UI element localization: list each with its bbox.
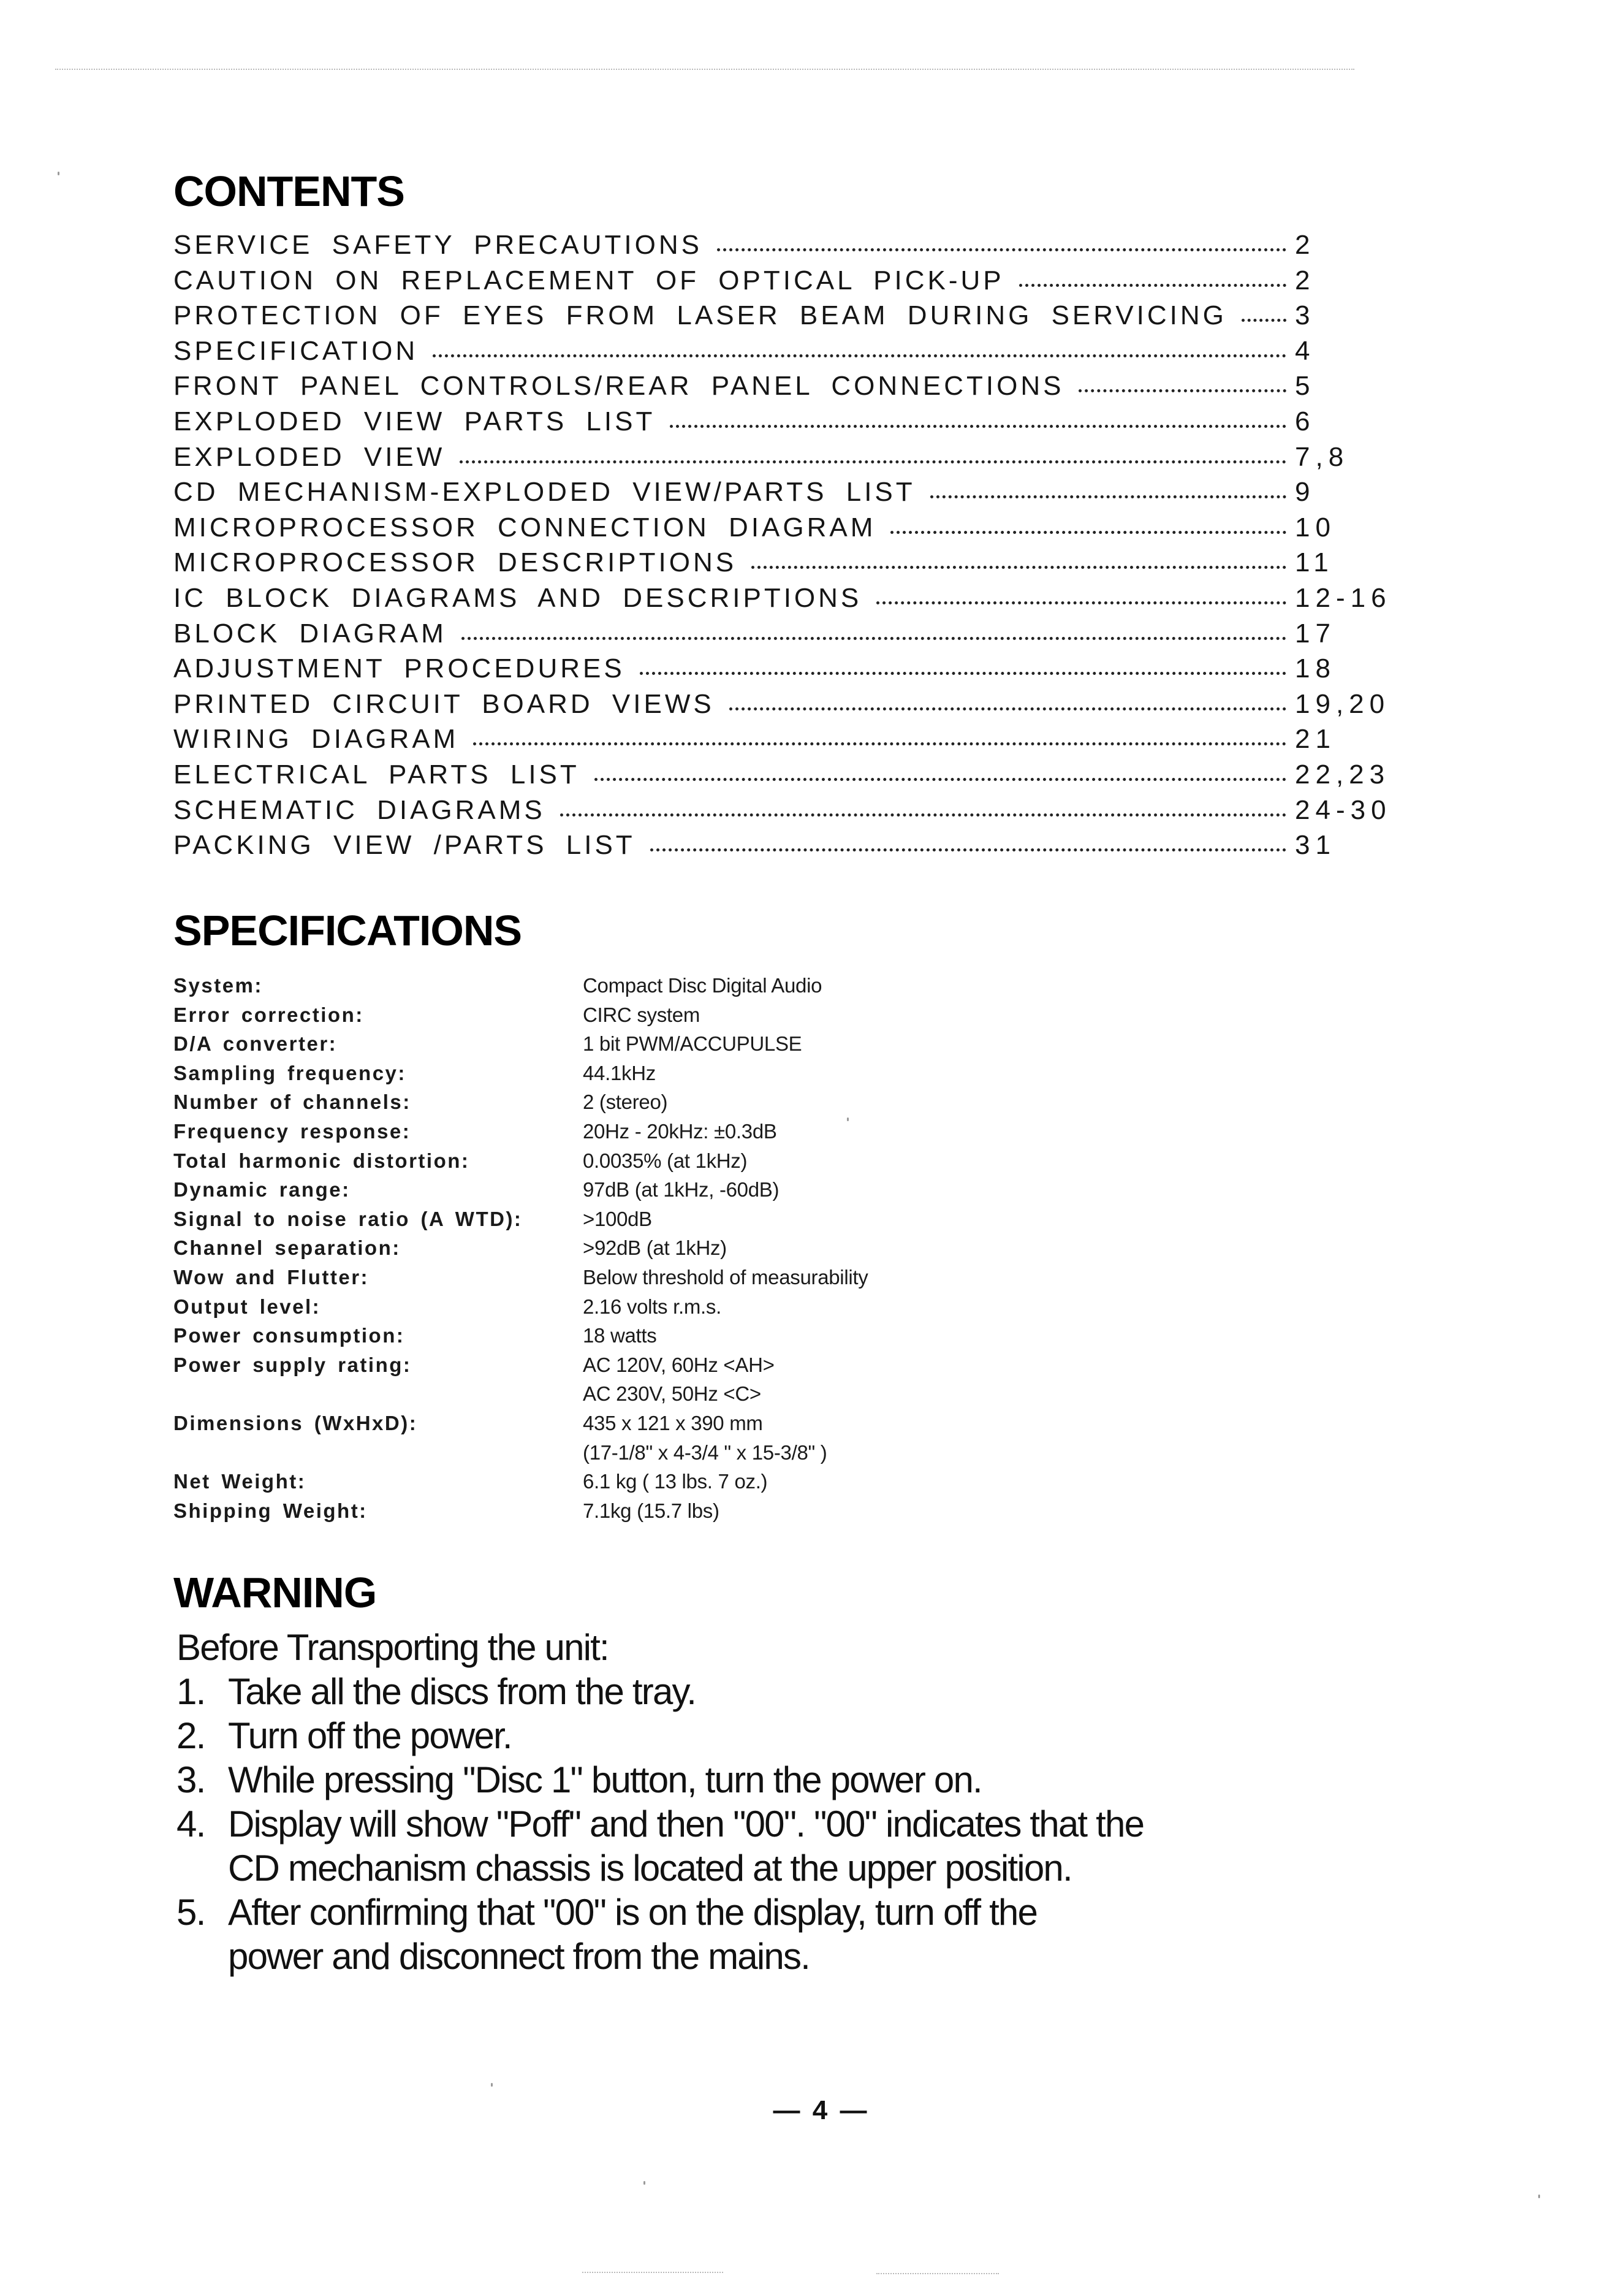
- contents-item: [173, 653, 1393, 689]
- spec-row: [173, 1117, 970, 1146]
- contents-item-page: 11: [1295, 547, 1334, 578]
- specifications-table: [173, 971, 970, 1525]
- spec-value: AC 230V, 50Hz <C>: [583, 1382, 761, 1406]
- spec-row: [173, 1467, 970, 1496]
- spec-row: [173, 1292, 970, 1322]
- contents-list: [173, 230, 1393, 866]
- contents-item-title: MICROPROCESSOR DESCRIPTIONS: [173, 547, 737, 578]
- scan-speck: [491, 2083, 493, 2087]
- spec-row: [173, 1409, 970, 1467]
- contents-item-title: SERVICE SAFETY PRECAUTIONS: [173, 230, 702, 260]
- spec-row: [173, 1146, 970, 1176]
- spec-value: Compact Disc Digital Audio: [583, 974, 822, 997]
- page-number: — 4 —: [773, 2095, 870, 2125]
- spec-label: Signal to noise ratio (A WTD):: [173, 1207, 523, 1230]
- contents-item-page: 21: [1295, 724, 1336, 755]
- spec-value: CIRC system: [583, 1003, 700, 1026]
- spec-label: Error correction:: [173, 1003, 364, 1026]
- contents-item-title: EXPLODED VIEW: [173, 441, 446, 472]
- leader-dots: [594, 773, 1286, 781]
- scan-artifact-bottom-line-right: [876, 2273, 999, 2274]
- contents-item: [173, 619, 1393, 654]
- contents-item-title: PROTECTION OF EYES FROM LASER BEAM DURING SERVICING: [173, 300, 1227, 331]
- contents-item-title: ELECTRICAL PARTS LIST: [173, 759, 580, 790]
- leader-dots: [930, 490, 1286, 498]
- contents-item-page: 18: [1295, 653, 1336, 684]
- spec-row: [173, 1205, 970, 1234]
- contents-item-title: CD MECHANISM-EXPLODED VIEW/PARTS LIST: [173, 477, 916, 508]
- step-text: Display will show "Poff" and then "00". "00" indicates that the: [228, 1803, 1144, 1845]
- contents-item: [173, 406, 1393, 442]
- spec-value: 7.1kg (15.7 lbs): [583, 1499, 719, 1522]
- contents-item: [173, 371, 1393, 406]
- contents-item-title: EXPLODED VIEW PARTS LIST: [173, 406, 656, 436]
- contents-item-page: 19,20: [1295, 688, 1391, 719]
- contents-heading: CONTENTS: [173, 167, 404, 215]
- spec-label: Frequency response:: [173, 1119, 411, 1143]
- contents-item: [173, 442, 1393, 478]
- contents-item: [173, 336, 1393, 371]
- spec-row: [173, 1321, 970, 1350]
- contents-item: [173, 795, 1393, 831]
- leader-dots: [473, 737, 1286, 745]
- leader-dots: [751, 561, 1286, 569]
- contents-item-page: 9: [1295, 477, 1316, 508]
- warning-step: [176, 1758, 1402, 1802]
- contents-item-page: 17: [1295, 618, 1336, 649]
- contents-item-page: 7,8: [1295, 441, 1349, 472]
- step-number: 3.: [176, 1759, 205, 1800]
- leader-dots: [460, 455, 1286, 463]
- contents-item: [173, 830, 1393, 866]
- leader-dots: [670, 420, 1286, 428]
- contents-item-page: 31: [1295, 830, 1336, 861]
- warning-step: [176, 1670, 1402, 1714]
- spec-value: 2.16 volts r.m.s.: [583, 1295, 721, 1318]
- contents-item: [173, 230, 1393, 265]
- spec-value: 20Hz - 20kHz: ±0.3dB: [583, 1119, 777, 1143]
- spec-value: 44.1kHz: [583, 1061, 656, 1084]
- spec-value: >100dB: [583, 1207, 652, 1230]
- contents-item-page: 2: [1295, 230, 1316, 260]
- spec-label: Number of channels:: [173, 1091, 411, 1114]
- spec-label: Output level:: [173, 1295, 321, 1318]
- contents-item-page: 2: [1295, 265, 1316, 295]
- contents-item-title: PRINTED CIRCUIT BOARD VIEWS: [173, 688, 715, 719]
- contents-item: [173, 547, 1393, 583]
- warning-intro: Before Transporting the unit:: [176, 1627, 609, 1668]
- step-number: 4.: [176, 1803, 205, 1845]
- contents-item-title: FRONT PANEL CONTROLS/REAR PANEL CONNECTIONS: [173, 371, 1064, 402]
- scan-artifact-bottom-line: [582, 2272, 723, 2273]
- contents-item-page: 24-30: [1295, 794, 1392, 825]
- contents-item: [173, 724, 1393, 760]
- contents-item-page: 6: [1295, 406, 1316, 436]
- step-text: While pressing "Disc 1" button, turn the power on.: [228, 1759, 982, 1800]
- contents-item-title: SCHEMATIC DIAGRAMS: [173, 794, 545, 825]
- spec-row: [173, 1233, 970, 1263]
- warning-step: [176, 1714, 1402, 1758]
- contents-item-page: 5: [1295, 371, 1316, 402]
- spec-label: Power consumption:: [173, 1324, 405, 1347]
- spec-value: 6.1 kg ( 13 lbs. 7 oz.): [583, 1470, 768, 1493]
- scan-speck: [643, 2181, 645, 2185]
- spec-value: 1 bit PWM/ACCUPULSE: [583, 1032, 802, 1056]
- step-text: Turn off the power.: [228, 1715, 512, 1756]
- leader-dots: [461, 632, 1286, 640]
- contents-item-title: IC BLOCK DIAGRAMS AND DESCRIPTIONS: [173, 582, 862, 613]
- leader-dots: [717, 243, 1286, 251]
- contents-item-title: BLOCK DIAGRAM: [173, 618, 447, 649]
- step-text: After confirming that "00" is on the display, turn off the: [228, 1892, 1038, 1933]
- scan-speck: [58, 172, 59, 175]
- step-text: CD mechanism chassis is located at the upper position.: [228, 1848, 1072, 1889]
- spec-value: 0.0035% (at 1kHz): [583, 1149, 748, 1172]
- warning-step: [176, 1802, 1402, 1890]
- contents-item: [173, 477, 1393, 512]
- spec-row: [173, 971, 970, 1000]
- step-number: 1.: [176, 1671, 205, 1712]
- spec-row: [173, 1029, 970, 1059]
- spec-value: >92dB (at 1kHz): [583, 1236, 727, 1260]
- step-number: 5.: [176, 1892, 205, 1933]
- contents-item-page: 10: [1295, 512, 1336, 543]
- warning-steps: [176, 1670, 1402, 1979]
- contents-item: [173, 300, 1393, 336]
- spec-label: Wow and Flutter:: [173, 1265, 370, 1289]
- leader-dots: [1242, 314, 1286, 322]
- leader-dots: [433, 349, 1286, 357]
- spec-label: Dimensions (WxHxD):: [173, 1411, 418, 1434]
- contents-item-title: PACKING VIEW /PARTS LIST: [173, 830, 636, 861]
- specifications-heading: SPECIFICATIONS: [173, 907, 522, 954]
- leader-dots: [650, 843, 1286, 851]
- contents-item: [173, 512, 1393, 548]
- warning-step: [176, 1890, 1402, 1979]
- spec-value: Below threshold of measurability: [583, 1265, 868, 1289]
- spec-label: Dynamic range:: [173, 1178, 351, 1201]
- leader-dots: [1079, 384, 1286, 392]
- spec-row: [173, 1175, 970, 1205]
- contents-item-page: 12-16: [1295, 582, 1392, 613]
- leader-dots: [890, 526, 1286, 534]
- spec-label: Sampling frequency:: [173, 1061, 406, 1084]
- leader-dots: [1019, 279, 1286, 287]
- spec-value: (17-1/8" x 4-3/4 " x 15-3/8" ): [583, 1441, 827, 1464]
- spec-label: Power supply rating:: [173, 1353, 412, 1376]
- spec-label: Channel separation:: [173, 1236, 401, 1260]
- contents-item-title: WIRING DIAGRAM: [173, 724, 459, 755]
- contents-item-page: 4: [1295, 335, 1316, 366]
- contents-item-title: ADJUSTMENT PROCEDURES: [173, 653, 625, 684]
- warning-body: [176, 1626, 1402, 1979]
- spec-row: [173, 1496, 970, 1526]
- contents-item: [173, 760, 1393, 795]
- contents-item-title: MICROPROCESSOR CONNECTION DIAGRAM: [173, 512, 876, 543]
- warning-heading: WARNING: [173, 1569, 377, 1616]
- leader-dots: [729, 702, 1286, 710]
- leader-dots: [876, 596, 1286, 604]
- spec-label: System:: [173, 974, 263, 997]
- leader-dots: [640, 667, 1286, 675]
- spec-label: Total harmonic distortion:: [173, 1149, 470, 1172]
- spec-row: [173, 1000, 970, 1030]
- scan-artifact-top-line: [55, 69, 1354, 70]
- contents-item-page: 3: [1295, 300, 1316, 331]
- scan-speck: [1538, 2195, 1540, 2198]
- leader-dots: [560, 809, 1286, 817]
- spec-label: Net Weight:: [173, 1470, 306, 1493]
- step-number: 2.: [176, 1715, 205, 1756]
- contents-item-page: 22,23: [1295, 759, 1391, 790]
- contents-item: [173, 583, 1393, 619]
- spec-row: [173, 1087, 970, 1117]
- spec-value: 2 (stereo): [583, 1091, 668, 1114]
- spec-label: Shipping Weight:: [173, 1499, 368, 1522]
- step-text: Take all the discs from the tray.: [228, 1671, 696, 1712]
- contents-item: [173, 265, 1393, 301]
- spec-row: [173, 1350, 970, 1409]
- spec-value: 435 x 121 x 390 mm: [583, 1411, 763, 1434]
- spec-value: 97dB (at 1kHz, -60dB): [583, 1178, 780, 1201]
- step-text: power and disconnect from the mains.: [228, 1936, 810, 1977]
- contents-item-title: SPECIFICATION: [173, 335, 419, 366]
- spec-value: AC 120V, 60Hz <AH>: [583, 1353, 775, 1376]
- spec-label: D/A converter:: [173, 1032, 338, 1056]
- contents-item: [173, 689, 1393, 725]
- spec-row: [173, 1263, 970, 1292]
- contents-item-title: CAUTION ON REPLACEMENT OF OPTICAL PICK-UP: [173, 265, 1004, 295]
- spec-value: 18 watts: [583, 1324, 657, 1347]
- spec-row: [173, 1059, 970, 1088]
